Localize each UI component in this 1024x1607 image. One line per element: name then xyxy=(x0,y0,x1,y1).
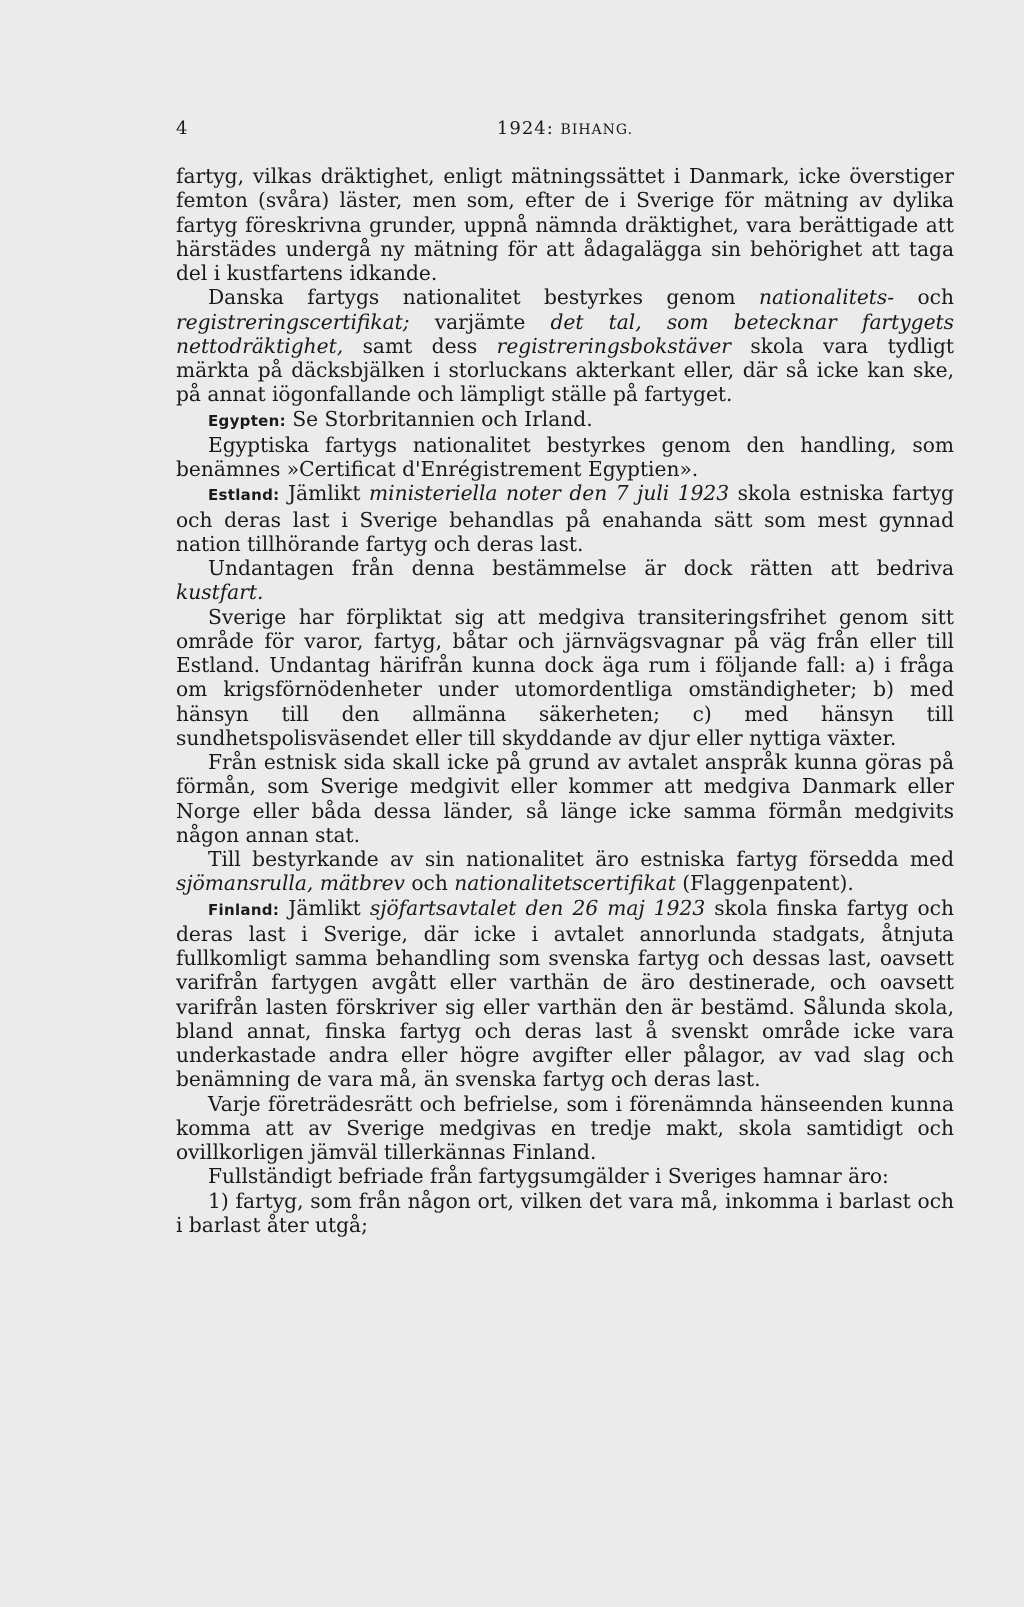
running-head-word: BIHANG. xyxy=(560,122,634,138)
paragraph xyxy=(176,750,954,847)
text-segment: Från estnisk sida skall icke på grund av avtalet anspråk kunna göras på förmån, som Sverige medgivit eller kommer att medgiva Danmark eller Norge eller båda dessa länder, så länge icke samma förmån medgivits någon annan stat. xyxy=(176,750,954,847)
text-segment: Sverige har förpliktat sig att medgiva transiteringsfrihet genom sitt område för varor, fartyg, båtar och järnvägsvagnar på väg från eller till Estland. Undantag härifrån kunna dock äga rum i följande fall: a) i fråga om krigsförnödenheter under utomordentliga omständigheter; b) med hänsyn till den allmänna säkerheten; c) med hänsyn till sundhetspolisväsendet eller till skyddande av djur eller nyttiga växter. xyxy=(176,604,954,750)
italic-text: registreringscertifikat; xyxy=(176,309,410,334)
running-head-year: 1924: xyxy=(496,118,554,139)
text-segment: Egyptiska fartygs nationalitet bestyrkes genom den handling, som benämnes »Certificat d'Enrégistrement Egyptien». xyxy=(176,432,954,481)
running-head xyxy=(176,118,954,139)
text-segment: Jämlikt xyxy=(279,481,369,506)
paragraph xyxy=(176,1189,954,1238)
text-segment: skola estniska fartyg och deras last i Sverige behandlas på enahanda sätt som mest gynnad nation tillhörande fartyg och deras last. xyxy=(176,481,954,556)
paragraph xyxy=(176,481,954,556)
paragraph xyxy=(176,605,954,751)
text-segment: Se Storbritannien och Irland. xyxy=(285,406,593,431)
paragraph xyxy=(176,556,954,605)
italic-text: det tal, som betecknar fartygets nettodräktighet, xyxy=(176,309,954,358)
italic-text: nationalitets- xyxy=(759,285,895,310)
italic-text: sjöfartsavtalet den 26 maj 1923 xyxy=(369,895,706,920)
paragraph xyxy=(176,164,954,285)
text-segment: Till bestyrkande av sin nationalitet äro estniska fartyg försedda med xyxy=(208,847,954,871)
text-segment: Danska fartygs nationalitet bestyrkes genom xyxy=(208,285,759,310)
text-segment: Varje företrädesrätt och befrielse, som i förenämnda hänseenden kunna komma att av Sverige medgivas en tredje makt, skola samtidigt och ovillkorligen jämväl tillerkännas Finland. xyxy=(176,1091,954,1164)
paragraph xyxy=(176,847,954,896)
text-segment: och xyxy=(894,285,954,310)
paragraph xyxy=(176,896,954,1092)
italic-text: registreringsbokstäver xyxy=(496,333,731,358)
text-segment: 1) fartyg, som från någon ort, vilken det vara må, inkomma i barlast och i barlast åter utgå; xyxy=(176,1188,954,1237)
section-heading: Egypten: xyxy=(208,411,286,430)
page-number: 4 xyxy=(176,118,188,139)
paragraph xyxy=(176,433,954,482)
page-header xyxy=(176,118,954,142)
body-text xyxy=(176,164,954,1237)
italic-text: sjömansrulla, mätbrev xyxy=(176,871,405,896)
section-heading: Finland: xyxy=(208,900,280,919)
italic-text: nationalitetscertifikat xyxy=(454,871,676,896)
section-heading: Estland: xyxy=(208,486,280,505)
text-segment: Fullständigt befriade från fartygsumgälder i Sveriges hamnar äro: xyxy=(208,1164,889,1189)
text-segment: och xyxy=(404,871,455,896)
paragraph xyxy=(176,285,954,406)
text-segment: (Flaggenpatent). xyxy=(675,871,854,896)
italic-text: kustfart. xyxy=(176,580,264,605)
text-segment: fartyg, vilkas dräktighet, enligt mätningssättet i Danmark, icke överstiger femton (svåra) läster, men som, efter de i Sverige för mätning av dylika fartyg föreskrivna grunder, uppnå nämnda dräktighet, vara berättigade att härstädes undergå ny mätning för att ådagalägga sin behörighet att taga del i kustfartens idkande. xyxy=(176,164,954,285)
text-segment: varjämte xyxy=(409,309,551,334)
text-segment: samt dess xyxy=(343,333,497,358)
paragraph xyxy=(176,1092,954,1165)
text-segment: skola vara tydligt märkta på däcksbjälken i storluckans akterkant eller, där så icke kan ske, på annat iögonfallande och lämpligt ställe på fartyget. xyxy=(176,333,954,407)
italic-text: ministeriella noter den 7 juli 1923 xyxy=(368,481,730,506)
text-segment: Jämlikt xyxy=(279,895,370,920)
paragraph xyxy=(176,1164,954,1188)
paragraph xyxy=(176,407,954,433)
text-segment: Undantagen från denna bestämmelse är dock rätten att bedriva xyxy=(208,556,954,580)
text-segment: skola finska fartyg och deras last i Sverige, där icke i avtalet annorlunda stadgats, åtnjuta fullkomligt samma behandling som svenska fartyg och dessas last, oavsett varifrån fartygen avgått eller varthän de äro destinerade, och oavsett varifrån lasten förskriver sig eller varthän den är bestämd. Sålunda skola, bland annat, finska fartyg och deras last å svenskt område icke vara underkastade andra eller högre avgifter eller pålagor, av vad slag och benämning de vara må, än svenska fartyg och deras last. xyxy=(176,895,954,1092)
